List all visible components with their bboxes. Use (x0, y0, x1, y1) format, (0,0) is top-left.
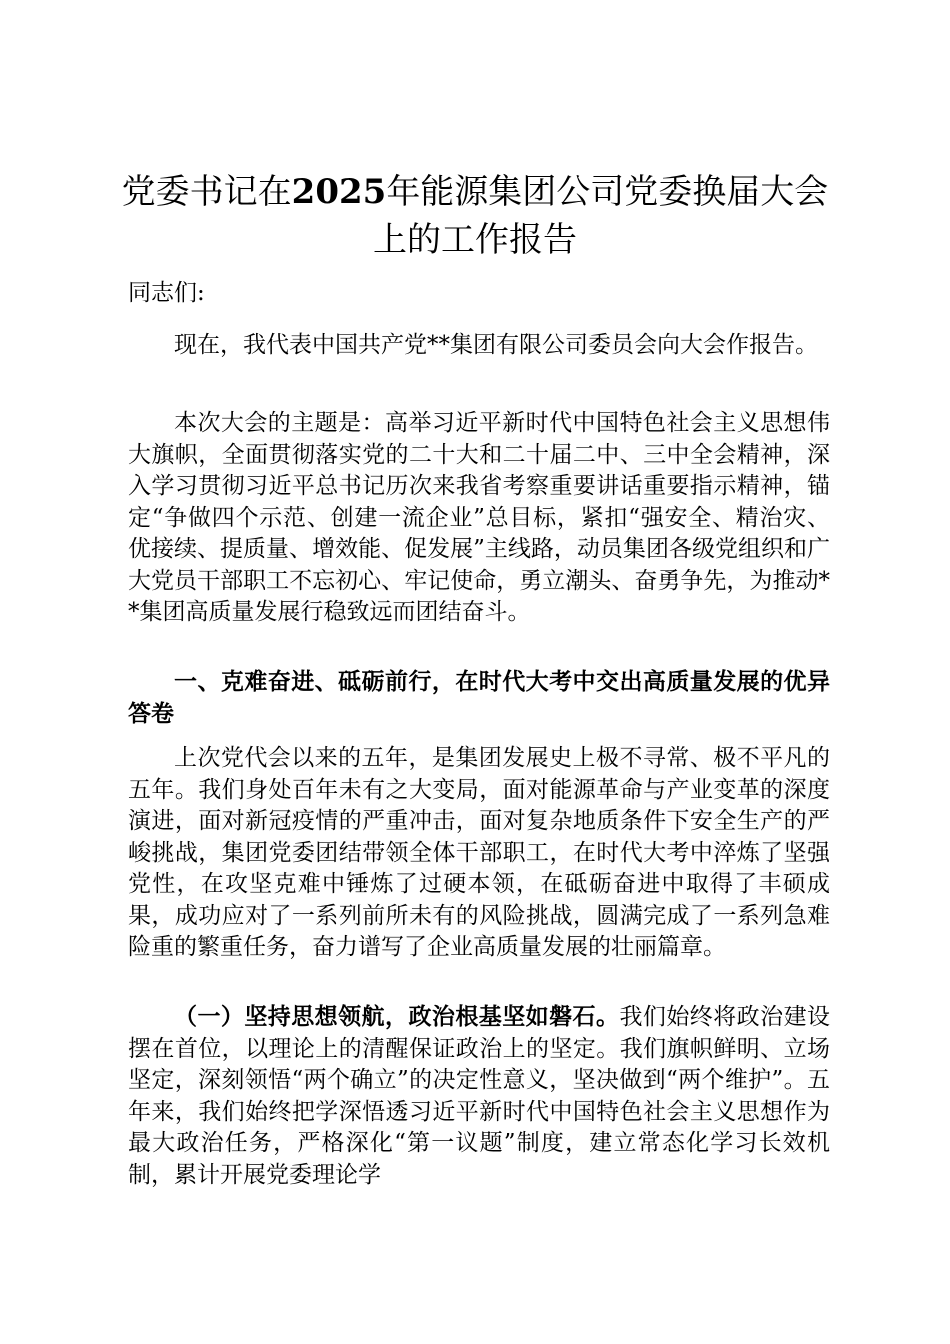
title-part2: 年能源集团公司党委换届大会上的工作报告 (373, 172, 829, 260)
salutation: 同志们: (128, 280, 205, 306)
paragraph-theme: 本次大会的主题是：高举习近平新时代中国特色社会主义思想伟大旗帜，全面贯彻落实党的二十大和二十届二中、三中全会精神，深入学习贯彻习近平总书记历次来我省考察重要讲话重要指示精神，锚定“争做四个示范、创建一流企业”总目标，紧扣“强安全、精治灾、优接续、提质量、增效能、促发展”主线路，动员集团各级党组织和广大党员干部职工不忘初心、牢记使命，勇立潮头、奋勇争先，为推动**集团高质量发展行稳致远而团结奋斗。 (128, 410, 830, 625)
title-part1: 党委书记在 (121, 172, 292, 212)
paragraph-political-building (128, 1001, 830, 1191)
paragraph-political-building-text: 我们始终将政治建设摆在首位，以理论上的清醒保证政治上的坚定。我们旗帜鲜明、立场坚定，深刻领悟“两个确立”的决定性意义，坚决做到“两个维护”。五年来，我们始终把学深悟透习近平新时代中国特色社会主义思想作为最大政治任务，严格深化“第一议题”制度，建立常态化学习长效机制，累计开展党委理论学 (128, 1004, 831, 1188)
title-year: 2025 (291, 172, 387, 212)
subheading-1: （一）坚持思想领航，政治根基坚如磐石。 (174, 1003, 620, 1030)
document-title (120, 168, 830, 264)
paragraph-review: 上次党代会以来的五年，是集团发展史上极不寻常、极不平凡的五年。我们身处百年未有之大变局，面对能源革命与产业变革的深度演进，面对新冠疫情的严重冲击，面对复杂地质条件下安全生产的严峻挑战，集团党委团结带领全体干部职工，在时代大考中淬炼了坚强党性，在攻坚克难中锤炼了过硬本领，在砥砺奋进中取得了丰硕成果，成功应对了一系列前所未有的风险挑战，圆满完成了一系列急难险重的繁重任务，奋力谱写了企业高质量发展的壮丽篇章。 (128, 745, 830, 960)
paragraph-opening: 现在，我代表中国共产党**集团有限公司委员会向大会作报告。 (174, 332, 818, 358)
section-heading-1: 一、克难奋进、砥砺前行，在时代大考中交出高质量发展的优异答卷 (128, 668, 830, 727)
